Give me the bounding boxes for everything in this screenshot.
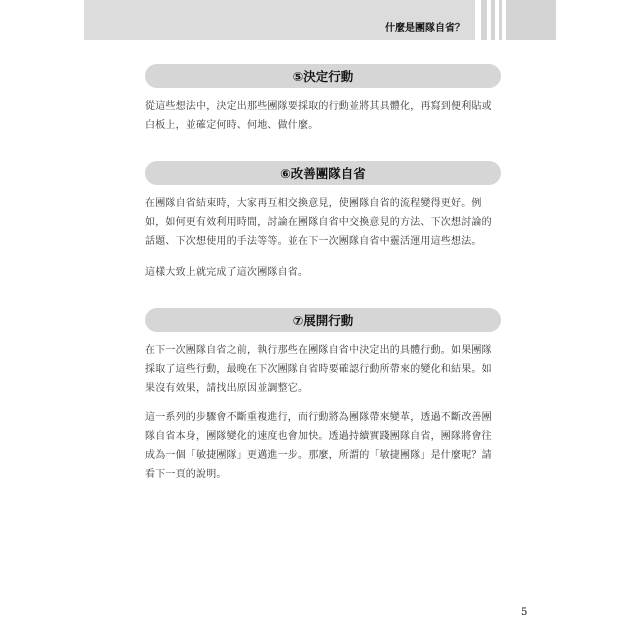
section-heading-5: ⑤決定行動: [145, 64, 501, 88]
header-stripe: [499, 0, 502, 40]
header-title: 什麼是團隊自省？: [385, 23, 465, 34]
section-7-paragraph: 在下一次團隊自省之前，執行那些在團隊自省中決定出的具體行動。如果團隊採取了這些行動，最晚在下次團隊自省時要確認行動所帶來的變化和結果。如果沒有效果，請找出原因並調整它。: [145, 345, 492, 394]
section-6-paragraph: 這樣大致上就完成了這次團隊自省。: [145, 267, 309, 278]
section-6-paragraph: 在團隊自省結束時，大家再互相交換意見，使團隊自省的流程變得更好。例如，如何更有效利用時間，討論在團隊自省中交換意見的方法、下次想討論的話題、下次想使用的手法等等。並在下一次團隊自省中靈活運用這些想法。: [145, 198, 492, 247]
header-stripe: [481, 0, 487, 40]
header-stripe: [491, 0, 495, 40]
section-7-paragraph: 這一系列的步驟會不斷重複進行，而行動將為團隊帶來變革，透過不斷改善團隊自省本身，團隊變化的速度也會加快。透過持續實踐團隊自省，團隊將會往成為一個「敏捷團隊」更邁進一步。那麼，所謂的「敏捷團隊」是什麼呢？請看下一頁的說明。: [145, 412, 492, 480]
section-5-paragraph: 從這些想法中，決定出那些團隊要採取的行動並將其具體化，再寫到便利貼或白板上，並確定何時、何地、做什麼。: [145, 101, 492, 131]
section-heading-6: ⑥改善團隊自省: [145, 161, 501, 185]
header-stripe: [506, 0, 556, 40]
section-heading-7: ⑦展開行動: [145, 308, 501, 332]
running-header: [84, 0, 475, 40]
page-number: 5: [521, 607, 528, 618]
